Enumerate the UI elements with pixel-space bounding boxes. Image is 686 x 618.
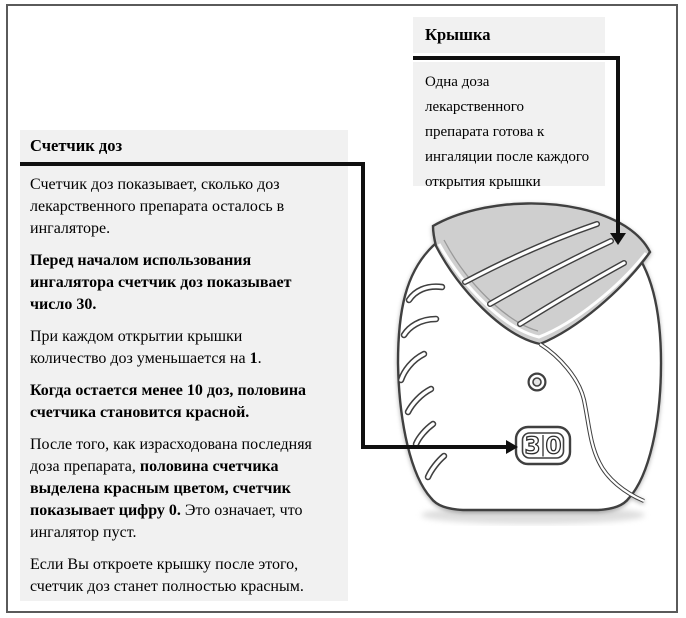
dose-counter-paragraph: Перед началом использования ингалятора счетчик доз показывает число 30. bbox=[30, 252, 292, 313]
counter-digit-ones: 0 bbox=[545, 433, 562, 460]
cap-panel-text: Одна доза лекарственного препарата готова к ингаляции после каждого открытия крышки bbox=[413, 62, 605, 186]
dose-counter-paragraph: После того, как израсходована последняя доза препарата, половина счетчика выделена красным цветом, счетчик показывает цифру 0. Это означает, что ингалятор пуст. bbox=[30, 436, 312, 541]
cap-leader-vertical bbox=[616, 56, 620, 234]
vent-button-inner bbox=[533, 378, 541, 386]
dose-counter-leader-vertical bbox=[361, 162, 365, 448]
dose-counter-paragraph: При каждом открытии крышки количество доз уменьшается на 1. bbox=[30, 328, 262, 367]
dose-counter-paragraph: Счетчик доз показывает, сколько доз лекарственного препарата осталось в ингаляторе. bbox=[30, 176, 285, 237]
cap-arrow-icon bbox=[610, 233, 626, 245]
counter-digit-tens: 3 bbox=[524, 433, 541, 460]
cap-title-rule bbox=[413, 56, 620, 60]
dose-counter-arrow-icon bbox=[506, 440, 518, 454]
dose-counter-paragraph: Когда остается менее 10 доз, половина счетчика становится красной. bbox=[30, 382, 307, 421]
dose-counter-leader-horizontal bbox=[361, 445, 507, 449]
dose-counter-paragraph: Если Вы откроете крышку после этого, счетчик доз станет полностью красным. bbox=[30, 556, 304, 595]
dose-counter-panel-text bbox=[20, 166, 348, 601]
dose-counter-panel-title: Счетчик доз bbox=[20, 130, 348, 162]
cap-panel-title: Крышка bbox=[413, 17, 605, 53]
